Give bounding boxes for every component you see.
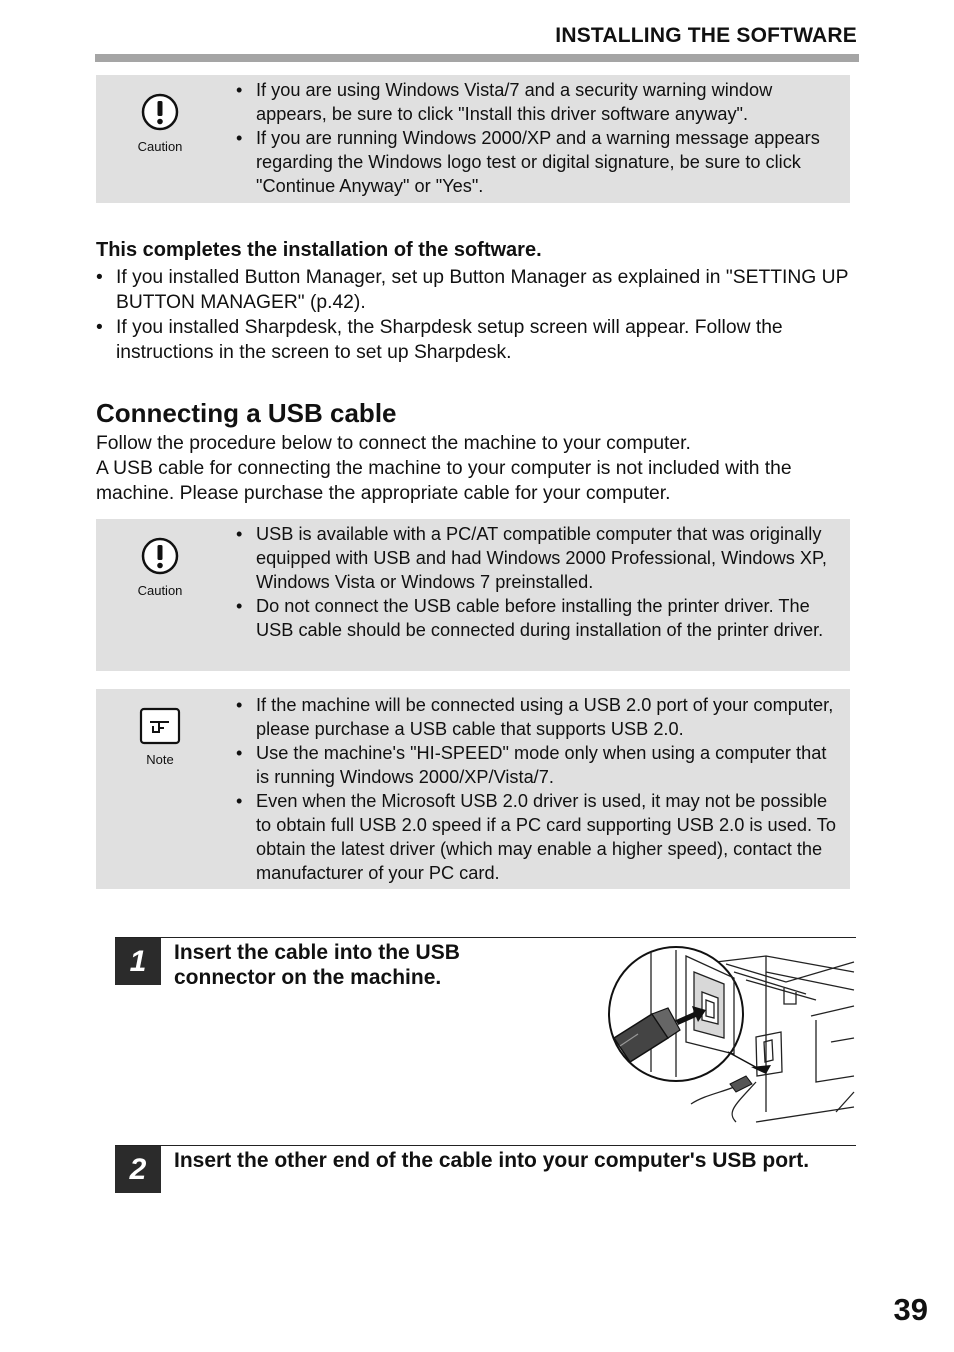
caution-list-1 <box>236 78 842 198</box>
caution-icon-group <box>132 536 188 598</box>
list-item: • Do not connect the USB cable before installing the printer driver. The USB cable should be connected during installation of the printer driver. <box>236 594 842 642</box>
step-2-number: 2 <box>115 1146 161 1193</box>
list-item: • Use the machine's "HI-SPEED" mode only when using a computer that is running Windows 2000/XP/Vista/7. <box>236 741 842 789</box>
list-item: • USB is available with a PC/AT compatible computer that was originally equipped with USB and had Windows 2000 Professional, Windows XP, Windows Vista or Windows 7 preinstalled. <box>236 522 842 594</box>
step-2-rule <box>115 1145 856 1146</box>
completion-list <box>96 265 856 365</box>
caution-list-2 <box>236 522 842 642</box>
intro-paragraph-1: Follow the procedure below to connect the machine to your computer. <box>96 433 691 454</box>
caution-label: Caution <box>137 139 183 154</box>
caution-icon <box>140 536 180 576</box>
list-item: • If you installed Sharpdesk, the Sharpdesk setup screen will appear. Follow the instructions in the screen to set up Sharpdesk. <box>96 315 856 365</box>
step-2-text: Insert the other end of the cable into your computer's USB port. <box>174 1149 810 1172</box>
running-header: INSTALLING THE SOFTWARE <box>555 24 857 47</box>
usb-connection-illustration <box>606 942 856 1124</box>
list-item: • If you are using Windows Vista/7 and a security warning window appears, be sure to click "Install this driver software anyway". <box>236 78 842 126</box>
step-1-rule <box>115 937 856 938</box>
caution-label: Caution <box>137 583 183 598</box>
list-item: • If the machine will be connected using a USB 2.0 port of your computer, please purchase a USB cable that supports USB 2.0. <box>236 693 842 741</box>
caution-box-1 <box>96 75 850 203</box>
list-item: • Even when the Microsoft USB 2.0 driver is used, it may not be possible to obtain full USB 2.0 speed if a PC card supporting USB 2.0 is used. To obtain the latest driver (which may enable a higher speed), contact the manufacturer of your PC card. <box>236 789 842 885</box>
pointing-hand-icon <box>139 707 181 745</box>
caution-icon <box>140 92 180 132</box>
caution-box-2 <box>96 519 850 671</box>
note-label: Note <box>146 752 174 767</box>
step-1-text: Insert the cable into the USB connector on the machine. <box>174 941 460 989</box>
section-title: Connecting a USB cable <box>96 398 397 428</box>
note-box <box>96 689 850 889</box>
completion-heading: This completes the installation of the software. <box>96 239 542 261</box>
completion-list-block <box>96 265 856 365</box>
note-list <box>236 693 842 885</box>
page-number: 39 <box>893 1292 928 1327</box>
list-item: • If you are running Windows 2000/XP and a warning message appears regarding the Windows logo test or digital signature, be sure to click "Continue Anyway" or "Yes". <box>236 126 842 198</box>
intro-paragraph-2: A USB cable for connecting the machine to your computer is not included with the machine. Please purchase the appropriate cable for your computer. <box>96 458 792 504</box>
caution-icon-group <box>132 92 188 154</box>
step-1-number: 1 <box>115 938 161 985</box>
list-item: • If you installed Button Manager, set up Button Manager as explained in "SETTING UP BUTTON MANAGER" (p.42). <box>96 265 856 315</box>
section-intro <box>96 431 856 506</box>
note-icon-group <box>132 707 188 767</box>
header-rule <box>95 54 859 62</box>
